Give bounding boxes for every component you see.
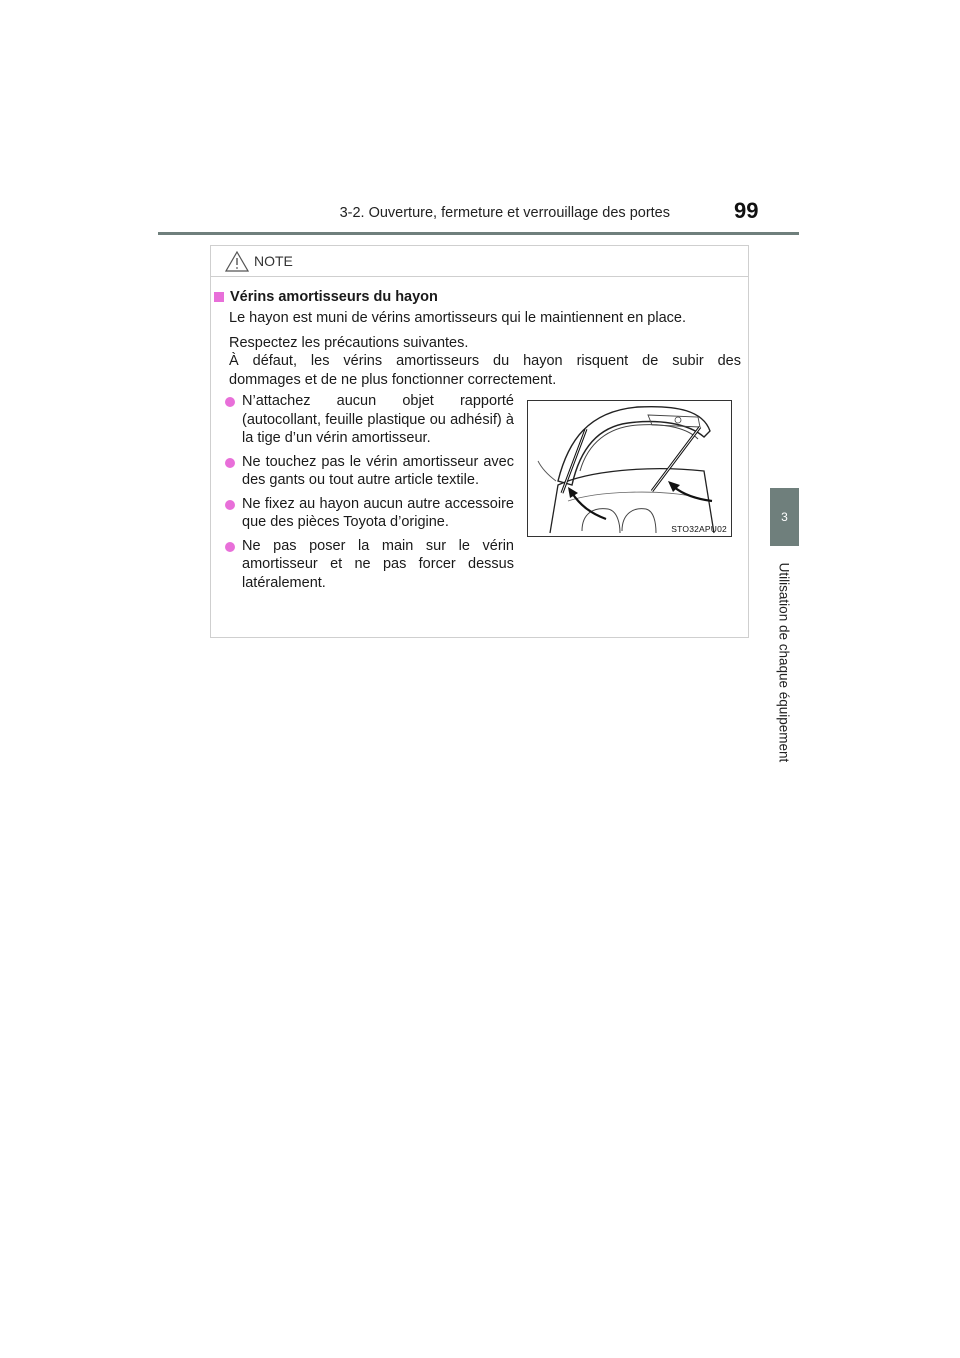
warning-line-1: À défaut, les vérins amortisseurs du hayon risquent de subir des — [229, 353, 741, 369]
note-box — [210, 245, 749, 638]
chapter-tab[interactable] — [770, 488, 799, 546]
running-header: 3-2. Ouverture, fermeture et verrouillage des portes — [339, 205, 670, 221]
note-title: NOTE — [254, 253, 293, 269]
round-bullet-icon — [225, 397, 235, 407]
header-rule — [158, 232, 799, 235]
tailgate-strut-drawing — [528, 401, 731, 536]
square-bullet-icon — [214, 292, 224, 302]
list-item: N’attachez aucun objet rapporté (autocollant, feuille plastique ou adhésif) à la tige d’un vérin amortisseur. — [211, 392, 514, 448]
list-item: Ne touchez pas le vérin amortisseur avec des gants ou tout autre article textile. — [211, 453, 514, 490]
figure-code: STO32APU02 — [671, 524, 727, 534]
list-item: Ne fixez au hayon aucun autre accessoire que des pièces Toyota d’origine. — [211, 495, 514, 532]
tailgate-illustration — [527, 400, 732, 537]
precaution-list — [211, 392, 521, 597]
page-number: 99 — [734, 198, 759, 223]
warning-line-2: dommages et de ne plus fonctionner correctement. — [229, 372, 557, 388]
round-bullet-icon — [225, 542, 235, 552]
note-header — [211, 246, 748, 277]
list-item: Ne pas poser la main sur le vérin amortisseur et ne pas forcer dessus latéralement. — [211, 537, 514, 593]
chapter-number: 3 — [781, 510, 788, 524]
warning-triangle-icon — [225, 251, 249, 272]
intro-paragraph: Le hayon est muni de vérins amortisseurs qui le maintiennent en place. — [229, 310, 687, 326]
chapter-label — [748, 553, 820, 771]
round-bullet-icon — [225, 500, 235, 510]
section-heading — [214, 289, 438, 305]
section-heading-text: Vérins amortisseurs du hayon — [230, 289, 438, 305]
round-bullet-icon — [225, 458, 235, 468]
precautions-line: Respectez les précautions suivantes. — [229, 335, 469, 351]
chapter-label-text: Utilisation de chaque équipement — [776, 562, 792, 762]
